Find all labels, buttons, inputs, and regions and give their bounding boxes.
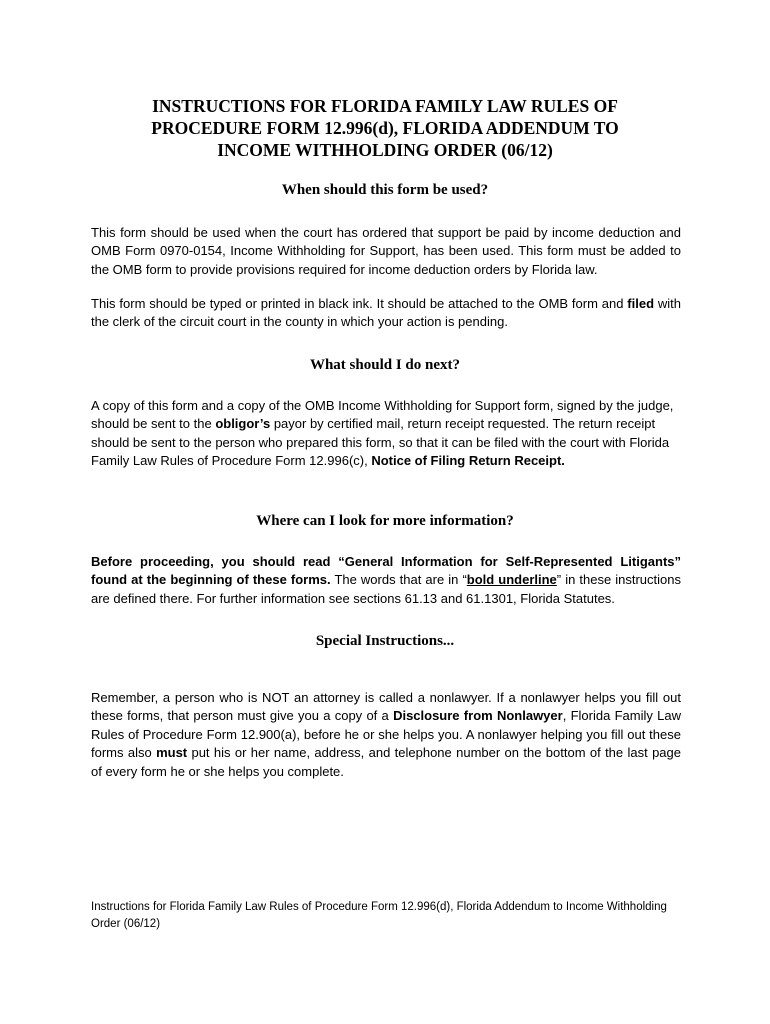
bold-term-disclosure: Disclosure from Nonlawyer	[393, 708, 563, 724]
heading-special-instructions: Special Instructions...	[315, 633, 455, 649]
paragraph-more-info	[91, 553, 681, 608]
heading-when-used: When should this form be used?	[281, 182, 489, 198]
text-run: with the clerk of the circuit court in the county in which your action is pending.	[91, 296, 681, 330]
title-line-3: INCOME WITHHOLDING ORDER (06/12)	[217, 140, 553, 160]
heading-more-info: Where can I look for more information?	[256, 513, 514, 529]
bold-term-must: must	[156, 745, 188, 761]
text-run: The words that are in “	[330, 572, 467, 588]
bold-term-notice: Notice of Filing Return Receipt.	[371, 453, 565, 469]
page-title	[100, 95, 670, 161]
text-run: , Florida Family Law Rules of Procedure Form 12.900(a), before he or she helps you. A nonlawyer helping you fill out these forms also	[91, 708, 682, 761]
text-run: put his or her name, address, and telephone number on the bottom of the last page of every form he or she helps you complete.	[91, 745, 681, 779]
paragraph-ink-filing	[91, 295, 681, 332]
heading-what-next: What should I do next?	[309, 357, 461, 373]
text-run: ” in these instructions are defined there. For further information see sections 61.13 and 61.1301, Florida Statutes.	[91, 572, 681, 606]
paragraph-when-used: This form should be used when the court has ordered that support be paid by income deduction and OMB Form 0970-0154, Income Withholding for Support, has been used. This form must be added to the OMB form to provide provisions required for income deduction orders by Florida law.	[91, 225, 681, 277]
paragraph-what-next	[91, 397, 681, 471]
text-run: A copy of this form and a copy of the OMB Income Withholding for Support form, signed by the judge, should be sent to the	[91, 398, 674, 432]
bold-instruction: Before proceeding, you should read “General Information for Self-Represented Litigants” found at the beginning of these forms.	[91, 554, 681, 588]
title-line-1: INSTRUCTIONS FOR FLORIDA FAMILY LAW RULES OF	[152, 96, 618, 116]
page-footer: Instructions for Florida Family Law Rules of Procedure Form 12.996(d), Florida Addendum to Income Withholding Order (06/12)	[91, 901, 667, 930]
bold-term-obligor: obligor’s	[215, 416, 271, 432]
title-line-2: PROCEDURE FORM 12.996(d), FLORIDA ADDENDUM TO	[151, 118, 619, 138]
bold-term-filed: filed	[627, 296, 655, 311]
paragraph-special-instructions	[91, 689, 681, 781]
text-run: This form should be typed or printed in black ink. It should be attached to the OMB form and	[91, 296, 628, 311]
text-run: Remember, a person who is NOT an attorney is called a nonlawyer. If a nonlawyer helps you fill out these forms, that person must give you a copy of a	[91, 690, 681, 724]
bold-underline-term: bold underline	[466, 572, 557, 588]
text-run: payor by certified mail, return receipt requested. The return receipt should be sent to the person who prepared this form, so that it can be filed with the court with Florida Family Law Rules of Procedure Form 12.996(c),	[91, 416, 670, 469]
